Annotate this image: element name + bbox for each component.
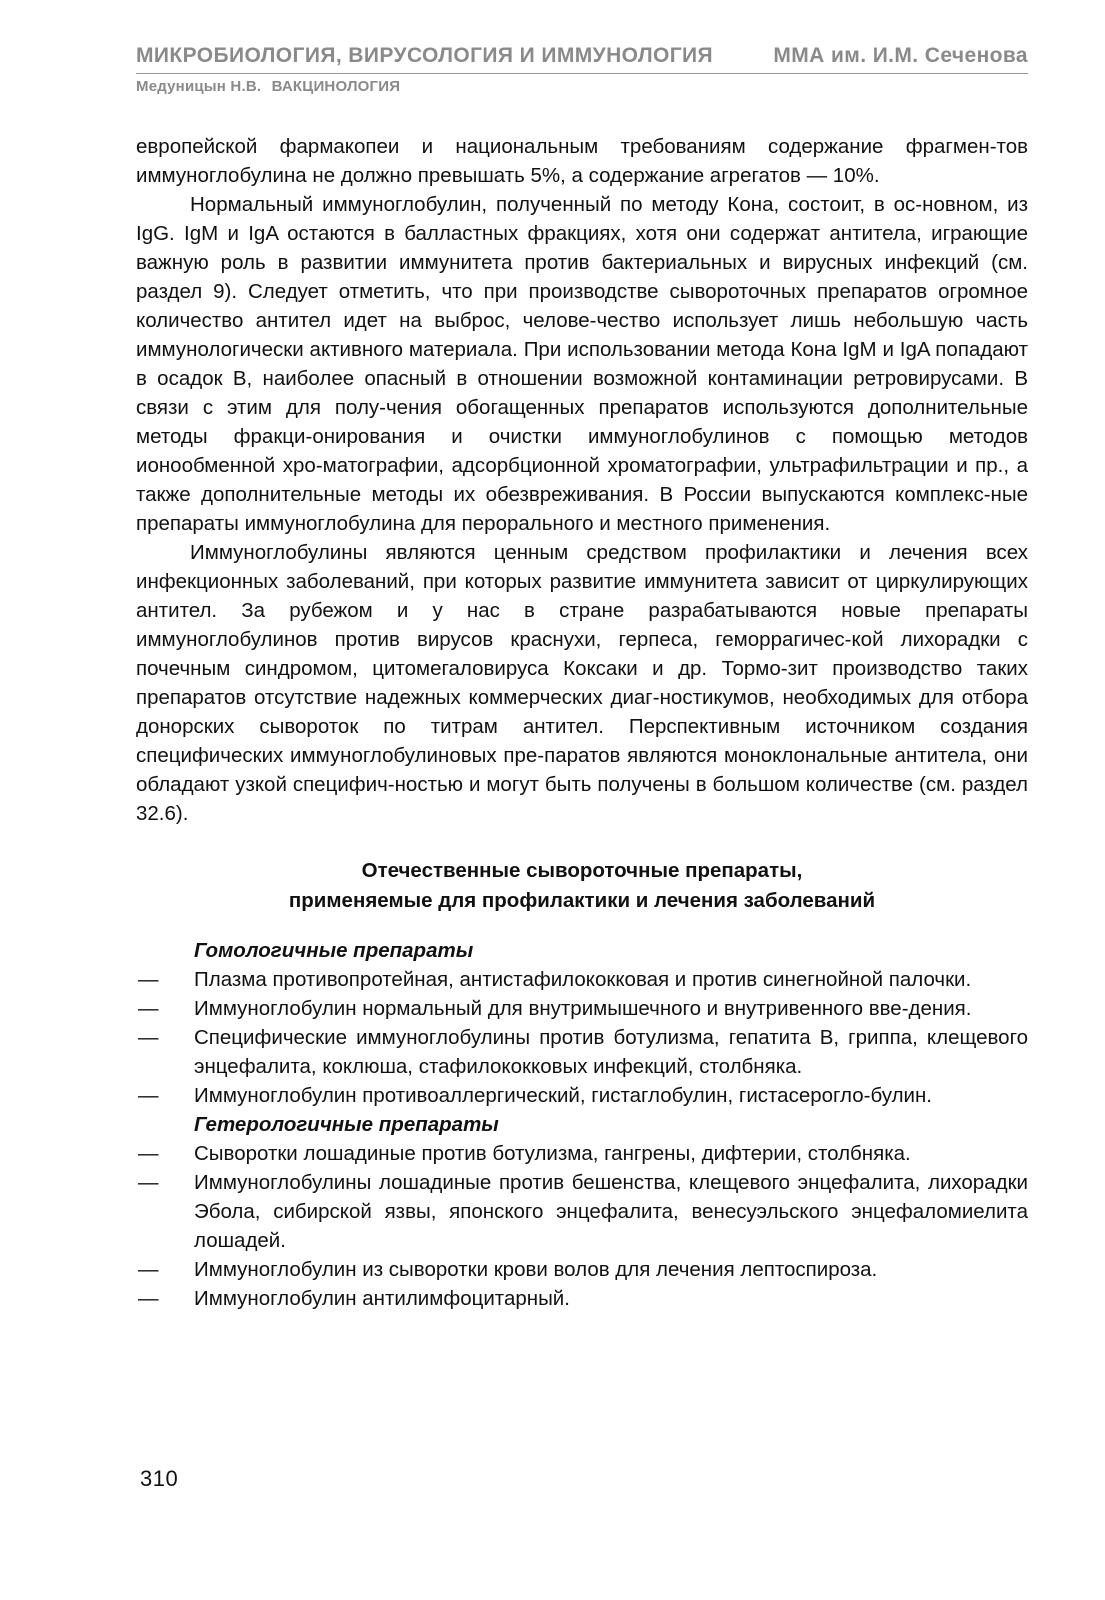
list-item-text: Иммуноглобулин нормальный для внутримышечного и внутривенного вве-дения. [194, 997, 972, 1020]
group-heading-homologous: Гомологичные препараты [194, 939, 474, 962]
paragraph: Иммуноглобулины являются ценным средством профилактики и лечения всех инфекционных заболеваний, при которых развитие иммунитета зависит от циркулирующих антител. За рубежом и у нас в стране разрабатываются новые препараты иммуноглобулинов против вирусов краснухи, герпеса, геморрагичес-кой лихорадки с почечным синдромом, цитомегаловируса Коксаки и др. Тормо-зит производство таких препаратов отсутствие надежных коммерческих диаг-ностикумов, необходимых для отбора донорских сывороток по титрам антител. Перспективным источником создания специфических иммуноглобулиновых пре-паратов являются моноклональные антитела, они обладают узкой специфич-ностью и могут быть получены в большом количестве (см. раздел 32.6). [136, 541, 1028, 825]
list-item-text: Специфические иммуноглобулины против ботулизма, гепатита В, гриппа, клещевого энцефалита, коклюша, стафилококковых инфекций, столбняка. [194, 1026, 1028, 1078]
publisher: ММА им. И.М. Сеченова [773, 44, 1028, 67]
dash-marker: — [138, 1142, 159, 1165]
list-item [136, 994, 1028, 1023]
page-number: 310 [140, 1466, 179, 1491]
dash-marker: — [138, 1258, 159, 1281]
list-item [136, 1168, 1028, 1255]
dash-marker: — [138, 968, 159, 991]
book-title: МИКРОБИОЛОГИЯ, ВИРУСОЛОГИЯ И ИММУНОЛОГИЯ [136, 44, 714, 67]
header-rule [136, 73, 1028, 74]
list-item-text: Иммуноглобулин антилимфоцитарный. [194, 1287, 570, 1310]
list-item [136, 1255, 1028, 1284]
section-title-line: применяемые для профилактики и лечения заболеваний [288, 889, 876, 912]
list-item-text: Плазма противопротейная, антистафилококковая и против синегнойной палочки. [194, 968, 972, 991]
group-heading-heterologous: Гетерологичные препараты [194, 1113, 499, 1136]
homologous-list [136, 965, 1028, 1110]
dash-marker: — [138, 1287, 159, 1310]
page-body [136, 132, 1028, 1313]
section-title-line: Отечественные сывороточные препараты, [361, 859, 803, 882]
list-item [136, 1023, 1028, 1081]
list-item-text: Иммуноглобулины лошадиные против бешенства, клещевого энцефалита, лихорадки Эбола, сибирской язвы, японского энцефалита, венесуэльского энцефаломиелита лошадей. [194, 1171, 1028, 1252]
dash-marker: — [138, 1026, 159, 1049]
list-item-text: Иммуноглобулин противоаллергический, гистаглобулин, гистасерогло-булин. [194, 1084, 932, 1107]
dash-marker: — [138, 1171, 159, 1194]
author: Медуницын Н.В. [136, 78, 262, 95]
paragraph: Нормальный иммуноглобулин, полученный по методу Кона, состоит, в ос-новном, из IgG. IgM и IgA остаются в балластных фракциях, хотя они содержат антитела, играющие важную роль в развитии иммунитета против бактериальных и вирусных инфекций (см. раздел 9). Следует отметить, что при производстве сывороточных препаратов огромное количество антител идет на выброс, челове-чество использует лишь небольшую часть иммунологически активного материала. При использовании метода Кона IgM и IgA попадают в осадок В, наиболее опасный в отношении возможной контаминации ретровирусами. В связи с этим для полу-чения обогащенных препаратов используются дополнительные методы фракци-онирования и очистки иммуноглобулинов с помощью методов ионообменной хро-матографии, адсорбционной хроматографии, ультрафильтрации и пр., а также дополнительные методы их обезвреживания. В России выпускаются комплекс-ные препараты иммуноглобулина для перорального и местного применения. [136, 193, 1028, 535]
list-item [136, 1284, 1028, 1313]
heterologous-list [136, 1139, 1028, 1313]
running-header [136, 44, 1028, 95]
paragraph-continuation: европейской фармакопеи и национальным требованиям содержание фрагмен-тов иммуноглобулина не должно превышать 5%, а содержание агрегатов — 10%. [136, 135, 1028, 187]
list-item-text: Сыворотки лошадиные против ботулизма, гангрены, дифтерии, столбняка. [194, 1142, 911, 1165]
dash-marker: — [138, 997, 159, 1020]
list-item [136, 1139, 1028, 1168]
dash-marker: — [138, 1084, 159, 1107]
header-bottom-line [136, 78, 1028, 95]
header-top-line [136, 44, 1028, 68]
subtitle: ВАКЦИНОЛОГИЯ [271, 78, 401, 95]
section-title [136, 856, 1028, 916]
list-item [136, 1081, 1028, 1110]
list-item [136, 965, 1028, 994]
list-item-text: Иммуноглобулин из сыворотки крови волов для лечения лептоспироза. [194, 1258, 878, 1281]
